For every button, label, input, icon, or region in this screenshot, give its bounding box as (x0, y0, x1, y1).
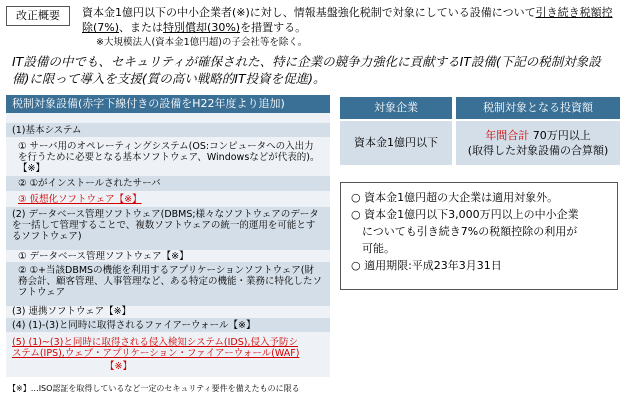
condition-sme-line3: 可能。 (351, 242, 395, 255)
intro-part-2: 、または (119, 21, 164, 34)
investment-amount-value (456, 121, 620, 165)
item-server-os: ① サーバ用のオペレーティングシステム(OS:コンピュータへの入出力を行うために必要となる基本ソフトウェア、Windowsなどが代表的)。【※】 (18, 141, 320, 174)
item-virtualization: ③ 仮想化ソフトウェア【※】 (18, 194, 142, 205)
target-company-value: 資本金1億円以下 (340, 121, 452, 165)
annual-total-label: 年間合計 (485, 129, 530, 142)
lead-statement: IT設備の中でも、セキュリティが確保された、特に企業の競争力強化に貢献するIT設備(下記の税制対象設備)に限って導入を支援(質の高い戦略的IT投資を促進)。 (12, 54, 601, 86)
conditions-box (340, 182, 618, 290)
condition-deadline: ○ 適用期限:平成23年3月31日 (351, 259, 502, 272)
amount-value: 70万円以上 (529, 129, 591, 142)
item-server: ② ①がインストールされたサーバ (18, 178, 161, 189)
intro-note: ※大規模法人(資本金1億円超)の子会社等を除く。 (96, 37, 308, 48)
intro-part-1: 資本金1億円以下の中小企業者(※)に対し、情報基盤強化税制で対象にしている設備について (82, 6, 536, 19)
footnote: 【※】…ISO認証を取得しているなど一定のセキュリティ要件を備えたものに限る (8, 384, 300, 393)
condition-sme-line2: についても引き続き7%の税額控除の利用が (351, 225, 578, 238)
amount-note: (取得した対象設備の合算額) (467, 144, 609, 157)
item-dbms-applications: ② ①+当該DBMSの機能を利用するアプリケーションソフトウェア(財務会計、顧客管理、人事管理など、ある特定の機能・業務に特化したソフトウェア (18, 265, 323, 298)
intro-tax-credit: 引き続き税額控除(7%) (82, 6, 613, 34)
item-ids-ips-waf-mark: 【※】 (105, 361, 132, 372)
item-integration-software: (3) 連携ソフトウェア【※】 (12, 306, 132, 317)
item-dbms-software: ① データベース管理ソフトウェア【※】 (18, 251, 189, 262)
investment-amount-header: 税制対象となる投資額 (456, 97, 620, 119)
condition-sme-line1: ○ 資本金1億円以下3,000万円以上の中小企業 (351, 208, 579, 221)
item-basic-system: (1)基本システム (12, 125, 82, 136)
item-firewall: (4) (1)-(3)と同時に取得されるファイアーウォール【※】 (12, 320, 256, 331)
intro-text (82, 5, 618, 35)
eligible-equipment-header: 税制対象設備(赤字下線付きの設備をH22年度より追加) (6, 95, 330, 113)
condition-large-companies: ○ 資本金1億円超の大企業は適用対象外。 (351, 191, 559, 204)
intro-part-3: を措置する。 (240, 21, 307, 34)
revision-summary-tag: 改正概要 (6, 6, 70, 26)
target-company-header: 対象企業 (340, 97, 452, 119)
item-ids-ips-waf: (5) (1)~(3)と同時に取得される侵入検知システム(IDS),侵入予防システム(IPS),ウェブ・アプリケーション・ファイアーウォール(WAF) (12, 337, 300, 359)
intro-special-depreciation: 特別償却(30%) (163, 21, 241, 34)
item-dbms: (2) データベース管理ソフトウェア(DBMS;様々なソフトウェアのデータを一括して管理することで、複数ソフトウェアの統一的運用を可能とするソフトウェア) (12, 209, 319, 242)
